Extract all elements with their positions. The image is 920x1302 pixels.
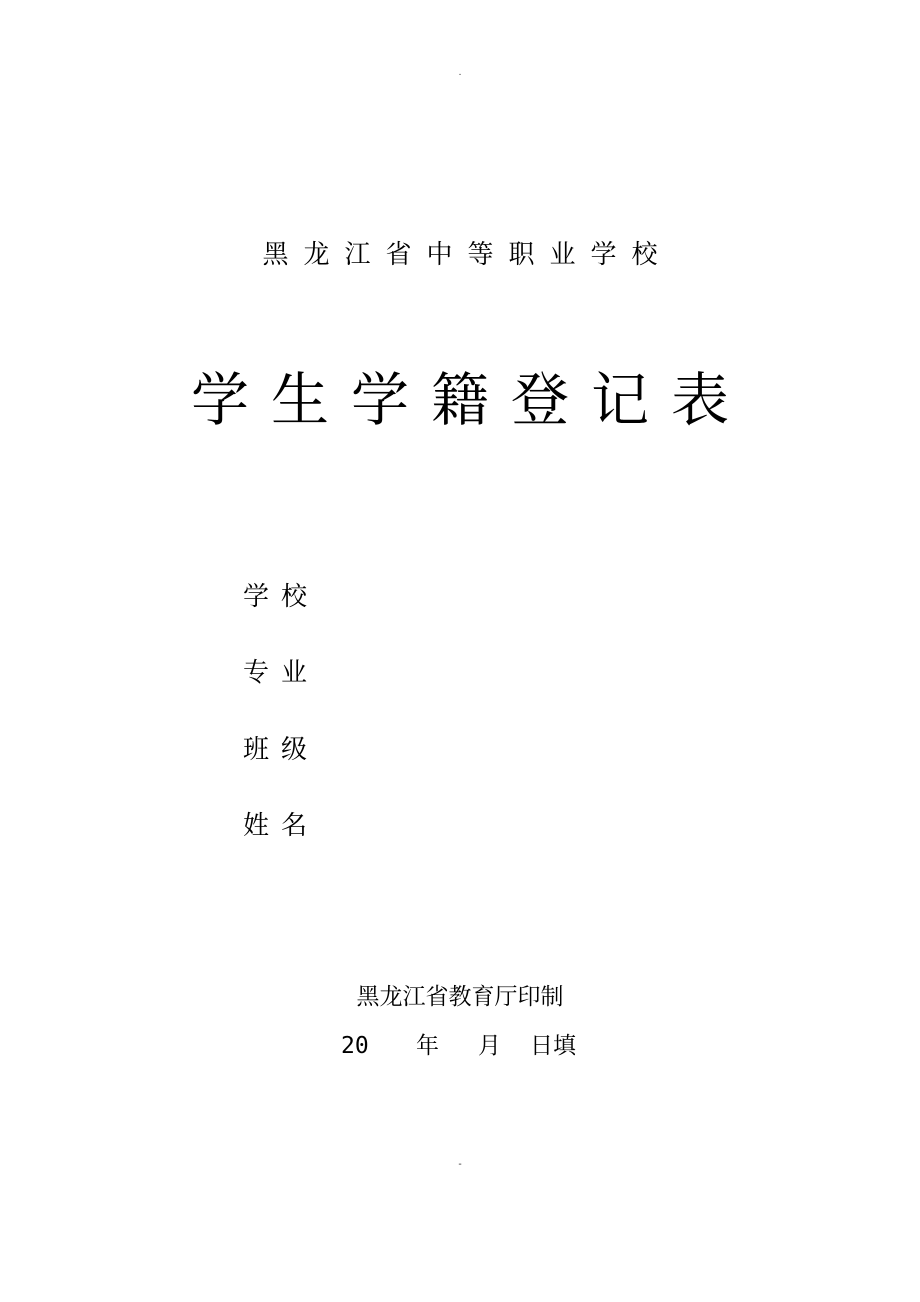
school-type-heading: 黑龙江省中等职业学校	[262, 240, 673, 270]
header-mark: .	[458, 67, 462, 78]
date-year-label: 年	[416, 1033, 439, 1059]
date-year-prefix: 20	[341, 1033, 369, 1059]
issuer-text: 黑龙江省教育厅印制	[356, 984, 564, 1010]
date-month-label: 月	[478, 1033, 501, 1059]
form-title: 学生学籍登记表	[190, 366, 751, 434]
field-label-name: 姓名	[243, 811, 320, 841]
fill-date-line	[0, 1029, 920, 1063]
field-label-class: 班级	[243, 735, 320, 765]
date-day-label: 日填	[530, 1033, 576, 1059]
field-label-major: 专业	[243, 658, 320, 688]
footer-mark: -	[458, 1159, 462, 1170]
field-label-school: 学校	[243, 582, 320, 612]
